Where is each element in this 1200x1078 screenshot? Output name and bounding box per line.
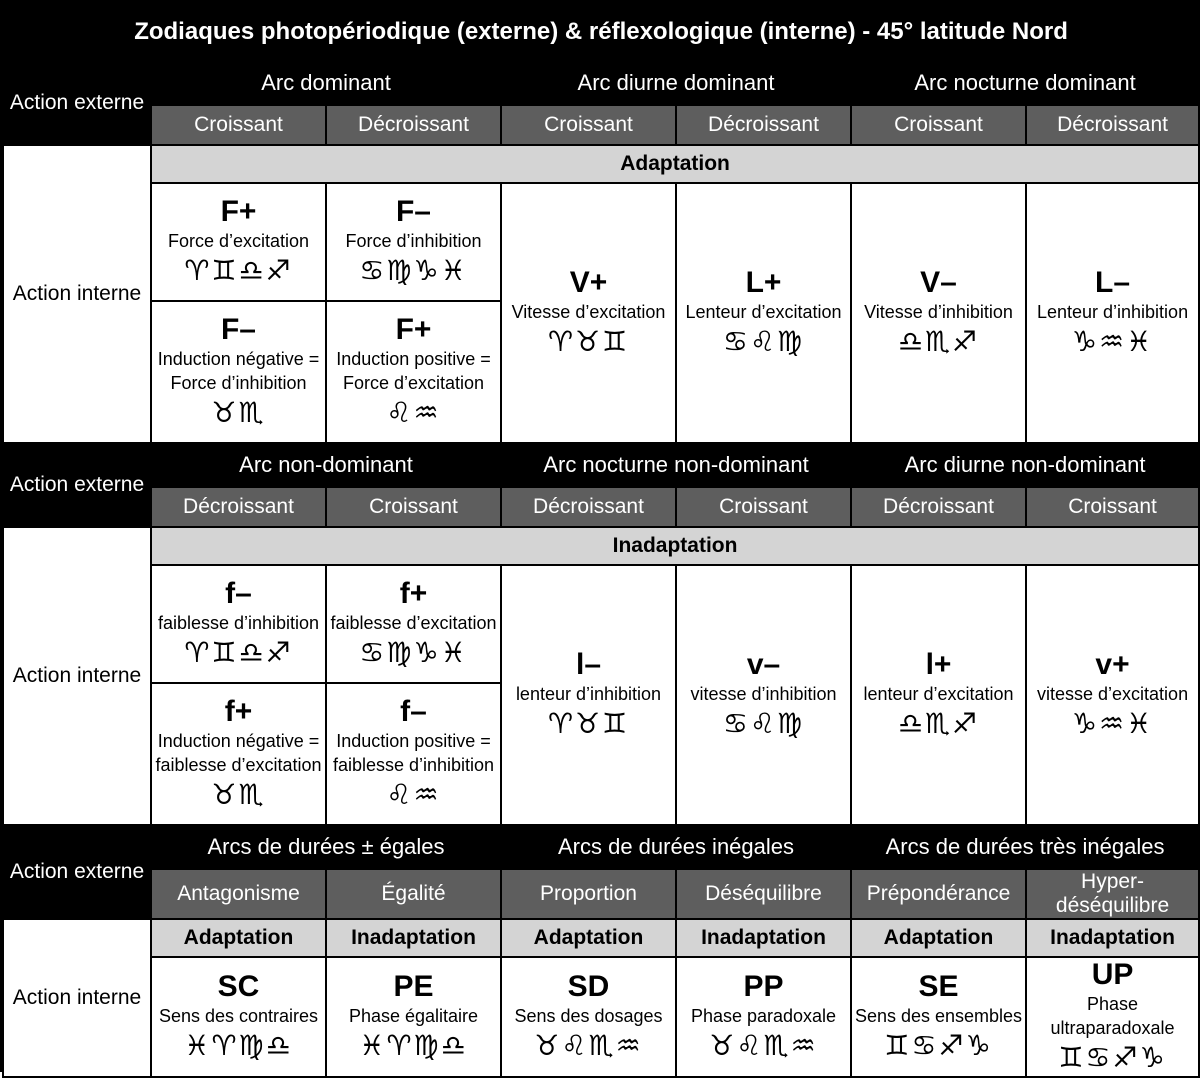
reflex-cell: [151, 301, 326, 443]
reflex-label: Force d’inhibition: [170, 373, 307, 393]
phase-header: Croissant: [151, 105, 326, 145]
reflex-cell: [326, 301, 501, 443]
reflex-code: F–: [220, 313, 256, 346]
reflex-label: Lenteur d’excitation: [685, 302, 842, 322]
reflex-label: Induction négative =: [157, 731, 320, 751]
reflex-code: SD: [567, 970, 610, 1003]
reflex-code: V–: [920, 266, 957, 299]
zodiac-signs-icon: ♈♊♎♐: [184, 254, 293, 287]
zodiac-signs-icon: ♑♒♓: [1071, 707, 1154, 740]
reflex-code: f–: [225, 577, 252, 610]
phase-header: Hyper-déséquilibre: [1026, 869, 1199, 919]
reflex-label: Force d’excitation: [342, 373, 485, 393]
phase-header: Décroissant: [501, 487, 676, 527]
reflex-cell: [851, 183, 1026, 443]
reflex-code: SC: [217, 970, 260, 1003]
reflex-label: Induction positive =: [336, 731, 491, 751]
zodiac-signs-icon: ♉♌♏♒: [534, 1029, 643, 1062]
reflex-label: Sens des dosages: [514, 1006, 663, 1026]
zodiac-signs-icon: ♉♏: [211, 778, 266, 811]
reflex-cell: [1026, 183, 1199, 443]
reflex-label: Vitesse d’excitation: [511, 302, 666, 322]
reflex-label: faiblesse d’excitation: [330, 613, 497, 633]
reflex-code: l+: [925, 648, 952, 681]
band-label: Inadaptation: [151, 527, 1199, 565]
row-label-externe-3: Action externe: [3, 825, 151, 919]
zodiac-signs-icon: ♈♉♊: [547, 325, 630, 358]
arc-header: Arcs de durées ± égales: [151, 825, 501, 869]
arc-header: Arcs de durées inégales: [501, 825, 851, 869]
band-label: Adaptation: [151, 145, 1199, 183]
row-label-interne-3: Action interne: [3, 919, 151, 1077]
reflex-code: f–: [400, 695, 427, 728]
zodiac-signs-icon: ♊♋♐♑: [884, 1029, 993, 1062]
reflex-code: v+: [1095, 648, 1130, 681]
reflex-label: lenteur d’inhibition: [515, 684, 662, 704]
reflex-code: V+: [569, 266, 608, 299]
reflex-code: F+: [395, 313, 432, 346]
reflex-label: Phase ultraparadoxale: [1050, 994, 1175, 1038]
reflex-cell: [501, 957, 676, 1077]
reflex-label: Sens des contraires: [158, 1006, 319, 1026]
reflex-code: f+: [224, 695, 253, 728]
phase-header: Croissant: [676, 487, 851, 527]
reflex-label: Force d’excitation: [167, 231, 310, 251]
reflex-cell: [1026, 957, 1199, 1077]
zodiac-signs-icon: ♎♏♐: [897, 707, 980, 740]
reflex-code: F+: [220, 195, 257, 228]
reflex-code: f+: [399, 577, 428, 610]
row-label-externe-1: Action externe: [3, 61, 151, 145]
row-label-interne-1: Action interne: [3, 145, 151, 443]
reflex-label: faiblesse d’excitation: [155, 755, 322, 775]
reflex-code: L+: [745, 266, 782, 299]
table-title: Zodiaques photopériodique (externe) & réflexologique (interne) - 45° latitude Nord: [3, 3, 1199, 61]
phase-header: Décroissant: [326, 105, 501, 145]
reflex-cell: [851, 957, 1026, 1077]
zodiac-signs-icon: ♊♋♐♑: [1058, 1041, 1167, 1074]
zodiac-table: [2, 2, 1200, 1078]
arc-header: Arc non-dominant: [151, 443, 501, 487]
reflex-cell: [501, 183, 676, 443]
phase-header: Antagonisme: [151, 869, 326, 919]
reflex-label: vitesse d’excitation: [1037, 684, 1189, 704]
reflex-cell: [501, 565, 676, 825]
phase-header: Déséquilibre: [676, 869, 851, 919]
zodiac-signs-icon: ♋♌♍: [722, 707, 805, 740]
reflex-cell: [151, 183, 326, 301]
row-label-interne-2: Action interne: [3, 527, 151, 825]
reflex-code: L–: [1095, 266, 1131, 299]
phase-header: Prépondérance: [851, 869, 1026, 919]
reflex-code: PE: [393, 970, 434, 1003]
phase-header: Croissant: [501, 105, 676, 145]
reflex-cell: [1026, 565, 1199, 825]
reflex-cell: [326, 183, 501, 301]
reflex-code: PP: [743, 970, 784, 1003]
phase-header: Décroissant: [676, 105, 851, 145]
reflex-cell: [151, 565, 326, 683]
reflex-label: faiblesse d’inhibition: [157, 613, 320, 633]
row-label-externe-2: Action externe: [3, 443, 151, 527]
reflex-cell: [151, 957, 326, 1077]
reflex-cell: [851, 565, 1026, 825]
band-label: Adaptation: [151, 919, 326, 957]
reflex-label: Phase égalitaire: [348, 1006, 479, 1026]
reflex-code: l–: [575, 648, 602, 681]
phase-header: Croissant: [851, 105, 1026, 145]
zodiac-signs-icon: ♋♍♑♓: [359, 254, 468, 287]
band-label: Inadaptation: [326, 919, 501, 957]
zodiac-signs-icon: ♌♒: [386, 778, 441, 811]
zodiac-signs-icon: ♋♌♍: [722, 325, 805, 358]
zodiac-signs-icon: ♓♈♍♎: [184, 1029, 293, 1062]
zodiac-signs-icon: ♓♈♍♎: [359, 1029, 468, 1062]
zodiac-signs-icon: ♈♊♎♐: [184, 636, 293, 669]
phase-header: Proportion: [501, 869, 676, 919]
zodiac-signs-icon: ♎♏♐: [897, 325, 980, 358]
phase-header: Égalité: [326, 869, 501, 919]
zodiac-signs-icon: ♈♉♊: [547, 707, 630, 740]
reflex-label: Lenteur d’inhibition: [1036, 302, 1189, 322]
reflex-cell: [326, 957, 501, 1077]
reflex-label: Phase paradoxale: [690, 1006, 837, 1026]
zodiac-signs-icon: ♌♒: [386, 396, 441, 429]
reflex-code: SE: [918, 970, 959, 1003]
zodiac-signs-icon: ♉♌♏♒: [709, 1029, 818, 1062]
phase-header: Décroissant: [151, 487, 326, 527]
reflex-label: Sens des ensembles: [854, 1006, 1023, 1026]
phase-header: Croissant: [326, 487, 501, 527]
reflex-cell: [326, 683, 501, 825]
reflex-label: lenteur d’excitation: [863, 684, 1014, 704]
reflex-label: faiblesse d’inhibition: [332, 755, 495, 775]
zodiac-signs-icon: ♉♏: [211, 396, 266, 429]
reflex-cell: [676, 565, 851, 825]
arc-header: Arc nocturne non-dominant: [501, 443, 851, 487]
reflex-label: Induction négative =: [157, 349, 320, 369]
reflex-cell: [676, 183, 851, 443]
arc-header: Arc nocturne dominant: [851, 61, 1199, 105]
reflex-label: Vitesse d’inhibition: [864, 302, 1013, 322]
reflex-code: v–: [746, 648, 781, 681]
band-label: Inadaptation: [676, 919, 851, 957]
reflex-label: Induction positive =: [336, 349, 491, 369]
band-label: Inadaptation: [1026, 919, 1199, 957]
band-label: Adaptation: [851, 919, 1026, 957]
reflex-code: F–: [395, 195, 431, 228]
band-label: Adaptation: [501, 919, 676, 957]
phase-header: Décroissant: [1026, 105, 1199, 145]
reflex-label: Force d’inhibition: [345, 231, 482, 251]
arc-header: Arc dominant: [151, 61, 501, 105]
reflex-label: vitesse d’inhibition: [690, 684, 837, 704]
reflex-cell: [151, 683, 326, 825]
arc-header: Arcs de durées très inégales: [851, 825, 1199, 869]
phase-header: Croissant: [1026, 487, 1199, 527]
zodiac-signs-icon: ♋♍♑♓: [359, 636, 468, 669]
reflex-cell: [326, 565, 501, 683]
arc-header: Arc diurne dominant: [501, 61, 851, 105]
phase-header: Décroissant: [851, 487, 1026, 527]
zodiac-signs-icon: ♑♒♓: [1071, 325, 1154, 358]
reflex-code: UP: [1091, 958, 1134, 991]
reflex-cell: [676, 957, 851, 1077]
arc-header: Arc diurne non-dominant: [851, 443, 1199, 487]
